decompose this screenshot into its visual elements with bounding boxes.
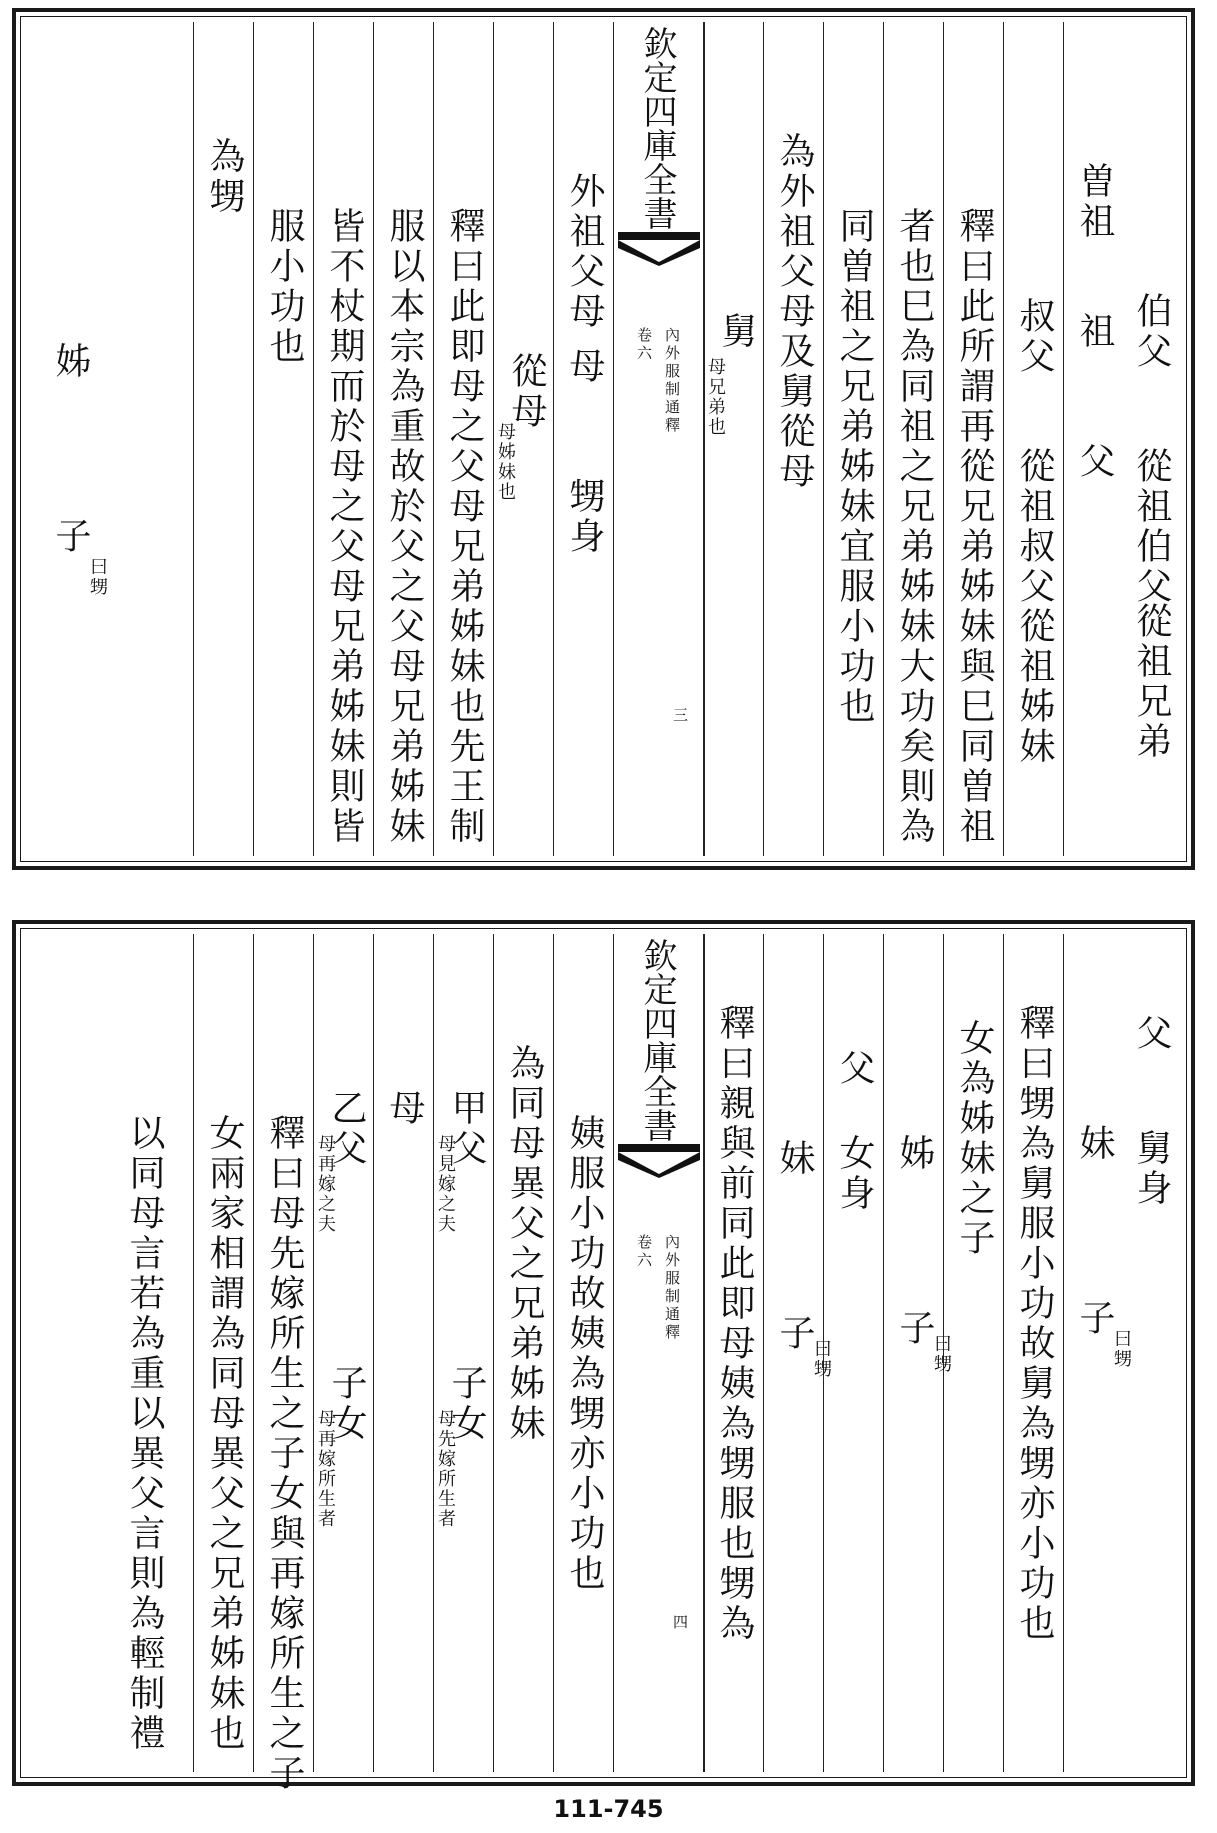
column	[763, 22, 824, 856]
text-sub: 女身	[834, 1134, 875, 1214]
text-note: 曰甥	[931, 1334, 952, 1374]
text-main: 父	[834, 1049, 875, 1089]
text-sub: 從祖叔父	[1014, 447, 1055, 607]
text-main: 以同母言若為重以異父言則為輕制禮	[124, 1114, 165, 1754]
text-sub: 從祖姊妹	[1014, 607, 1055, 767]
text-main: 姊	[894, 1134, 935, 1174]
column	[823, 22, 884, 856]
text-sub: 子女	[446, 1364, 487, 1444]
text-main: 為甥	[204, 137, 245, 217]
text-main: 外祖父母	[564, 172, 605, 332]
text-note: 曰甥	[87, 557, 108, 597]
text-main: 為外祖父母及舅從母	[774, 132, 815, 492]
text-main: 釋曰親與前同此即母姨為甥服也甥為	[714, 1004, 755, 1644]
text-main: 乙父	[326, 1089, 367, 1169]
text-sub: 子女	[326, 1364, 367, 1444]
column	[26, 934, 193, 1772]
volume-number: 卷六	[635, 1234, 653, 1270]
text-note: 母姊妹也	[495, 422, 516, 502]
bottom-columns	[26, 934, 1181, 1794]
book-title: 欽定四庫全書	[637, 938, 677, 1142]
column	[823, 934, 884, 1772]
fishtail-mark	[614, 1144, 704, 1178]
column	[373, 934, 434, 1772]
top-columns	[26, 22, 1181, 856]
text-note: 母再嫁所生者	[315, 1409, 336, 1529]
text-main: 釋曰母先嫁所生之子女與再嫁所生之子	[264, 1114, 305, 1794]
text-main: 姊	[50, 342, 91, 382]
text-main: 服小功也	[264, 207, 305, 367]
column	[253, 934, 314, 1794]
fishtail-mark	[614, 232, 704, 266]
text-main: 女兩家相謂為同母異父之兄弟姊妹也	[204, 1114, 245, 1754]
text-main: 曽祖	[1074, 162, 1115, 242]
text-main: 皆不杖期而於母之父母兄弟姊妹則皆	[324, 207, 365, 847]
column	[433, 934, 494, 1772]
text-main: 從母	[506, 352, 547, 432]
column	[1123, 22, 1179, 856]
text-main: 為同母異父之兄弟姊妹	[504, 1044, 545, 1444]
chapter-title: 內外服制通釋	[663, 327, 681, 435]
text-note: 母見嫁之夫	[435, 1134, 456, 1234]
column	[1063, 22, 1124, 856]
text-main: 釋曰此即母之父母兄弟姊妹也先王制	[444, 207, 485, 847]
column	[433, 22, 494, 856]
text-note: 母兄弟也	[705, 357, 726, 437]
column	[1003, 934, 1064, 1772]
volume-number: 卷六	[635, 327, 653, 363]
column	[703, 22, 764, 856]
text-main: 服以本宗為重故於父之父母兄弟姊妹	[384, 207, 425, 847]
leaf-number: 三	[671, 707, 689, 725]
column	[1063, 934, 1132, 1772]
book-title: 欽定四庫全書	[637, 26, 677, 230]
column	[943, 934, 1004, 1772]
text-note: 曰甥	[811, 1339, 832, 1379]
text-main: 者也巳為同祖之兄弟姊妹大功矣則為	[894, 207, 935, 847]
leaf-number: 四	[671, 1614, 689, 1632]
text-main: 父	[1131, 1014, 1172, 1054]
column	[943, 22, 1004, 856]
text-sub: 子	[774, 1314, 815, 1354]
text-main: 母	[384, 1089, 425, 1129]
text-note: 母先嫁所生者	[435, 1409, 456, 1529]
text-sub: 甥身	[564, 477, 605, 557]
text-main: 叔父	[1014, 297, 1055, 377]
column	[493, 934, 554, 1772]
chapter-title: 內外服制通釋	[663, 1234, 681, 1342]
column	[763, 934, 832, 1772]
center-fold	[613, 22, 705, 856]
text-main: 甲父	[446, 1089, 487, 1169]
text-sub: 子	[50, 517, 91, 557]
text-note: 曰甥	[1111, 1329, 1132, 1369]
text-sub: 舅身	[1131, 1129, 1172, 1209]
text-main: 釋曰甥為舅服小功故舅為甥亦小功也	[1014, 1004, 1055, 1644]
text-main: 同曽祖之兄弟姊妹宜服小功也	[834, 207, 875, 727]
column	[313, 934, 374, 1772]
center-fold	[613, 934, 705, 1772]
column	[883, 22, 944, 856]
column	[493, 22, 554, 856]
text-main: 伯父	[1131, 292, 1172, 372]
column	[703, 934, 764, 1772]
top-page	[12, 8, 1195, 870]
column	[193, 22, 254, 856]
text-sub: 從祖兄弟	[1131, 602, 1172, 762]
text-main: 舅	[716, 312, 757, 352]
text-main: 釋曰此所謂再從兄弟姊妹與巳同曽祖	[954, 207, 995, 847]
text-main: 妹	[774, 1139, 815, 1179]
text-sub: 父	[1074, 442, 1115, 482]
text-sub: 母	[564, 347, 605, 387]
column	[553, 22, 614, 856]
text-sub: 祖	[1074, 312, 1115, 352]
column	[253, 22, 314, 856]
column	[373, 22, 434, 856]
text-main: 女為姊妹之子	[954, 1019, 995, 1259]
text-sub: 子	[1074, 1299, 1115, 1339]
bottom-page	[12, 920, 1195, 1794]
column	[193, 934, 254, 1772]
text-sub: 從祖伯父	[1131, 447, 1172, 607]
column	[26, 22, 193, 856]
column	[553, 934, 614, 1772]
text-note: 母再嫁之夫	[315, 1134, 336, 1234]
source-page-number: 111-745	[553, 1795, 664, 1823]
text-main: 姨服小功故姨為甥亦小功也	[564, 1114, 605, 1594]
column	[883, 934, 952, 1772]
column	[1003, 22, 1064, 856]
text-main: 妹	[1074, 1124, 1115, 1164]
column	[313, 22, 374, 856]
text-sub: 子	[894, 1309, 935, 1349]
